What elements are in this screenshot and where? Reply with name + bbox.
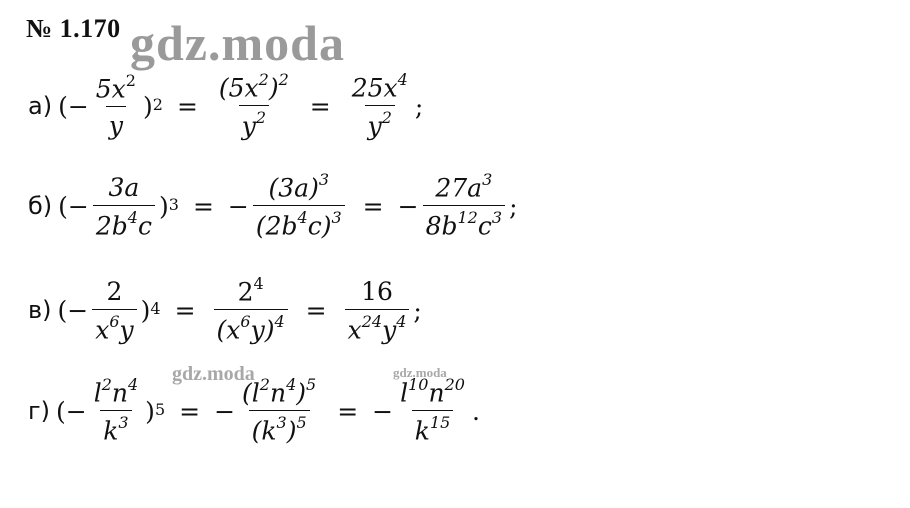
exponent: 2 <box>381 108 392 128</box>
mid-denominator: (x <box>216 315 241 345</box>
exponent: 2 <box>125 70 136 90</box>
exponent: 4 <box>253 274 264 293</box>
result-denominator: x <box>347 314 362 344</box>
watermark-tiny: gdz.moda <box>393 365 447 380</box>
lhs-numerator: 3a <box>108 172 140 202</box>
minus-sign: − <box>214 396 236 426</box>
exponent: 3 <box>491 208 503 228</box>
mid-numerator: (3a) <box>268 173 319 203</box>
mid-numerator: (5x <box>218 73 259 103</box>
row-end: ; <box>413 295 422 325</box>
variable: y <box>382 314 397 344</box>
exponent: 2 <box>259 375 270 394</box>
open-paren-minus: (− <box>58 91 89 121</box>
close-paren: ) <box>142 91 153 121</box>
paren: ) <box>296 378 307 408</box>
minus-sign: − <box>397 191 419 221</box>
result-numerator: 25x <box>351 73 398 103</box>
row-label: в) <box>28 296 52 325</box>
equation-row-a <box>28 72 423 141</box>
outer-exponent: 3 <box>168 194 179 214</box>
exponent: 2 <box>101 375 112 394</box>
exponent: 2 <box>258 70 269 89</box>
mid-fraction <box>239 377 319 446</box>
lhs-denominator: k <box>103 416 119 446</box>
lhs-denominator: y <box>106 106 126 140</box>
exponent: 6 <box>109 311 120 331</box>
mid-denominator: y <box>241 111 256 141</box>
result-denominator: k <box>414 416 430 446</box>
equation-row-b <box>28 172 518 241</box>
row-label: б) <box>28 192 53 221</box>
exponent: 3 <box>331 208 342 228</box>
equals-sign: = <box>192 191 214 221</box>
exponent: 4 <box>286 375 297 394</box>
result-numerator: 16 <box>361 276 393 306</box>
lhs-numerator: 2 <box>106 276 123 306</box>
exponent: 3 <box>318 170 330 189</box>
problem-number: № 1.170 <box>26 14 121 43</box>
close-paren: ) <box>145 396 155 426</box>
minus-sign: − <box>227 191 249 221</box>
result-numerator: 27a <box>435 173 483 203</box>
mid-fraction <box>253 172 345 241</box>
exponent: 4 <box>396 311 407 331</box>
row-label: а) <box>28 92 53 121</box>
variable: c <box>137 210 152 240</box>
exponent: 12 <box>457 208 478 228</box>
exponent: 3 <box>276 413 287 433</box>
equals-sign: = <box>179 396 201 426</box>
equals-sign: = <box>309 91 331 121</box>
variable: c) <box>307 211 332 241</box>
mid-fraction <box>214 276 288 345</box>
exponent: 24 <box>361 311 383 331</box>
exponent: 3 <box>118 413 129 433</box>
watermark-logo: gdz.moda <box>130 15 345 71</box>
variable: y <box>119 314 134 344</box>
mid-numerator: (l <box>242 378 260 408</box>
result-fraction <box>349 72 411 141</box>
exponent: 20 <box>444 375 465 394</box>
open-paren-minus: (− <box>58 191 89 221</box>
lhs-fraction <box>91 377 141 446</box>
exponent: 2 <box>278 70 289 89</box>
lhs-denominator: 2b <box>95 210 128 240</box>
close-paren: ) <box>159 191 169 221</box>
exponent: 4 <box>297 208 308 228</box>
result-fraction <box>345 277 410 344</box>
watermark-small: gdz.moda <box>172 363 255 385</box>
variable: n <box>428 378 445 408</box>
equals-sign: = <box>337 396 359 426</box>
row-end: ; <box>414 91 424 121</box>
equals-sign: = <box>362 191 384 221</box>
variable: y) <box>250 315 275 345</box>
equals-sign: = <box>176 91 198 121</box>
variable: n <box>111 378 128 408</box>
minus-sign: − <box>372 396 394 426</box>
paren: ) <box>286 416 297 446</box>
mid-denominator: (k <box>251 416 277 446</box>
exponent: 6 <box>240 312 251 332</box>
equation-row-g <box>28 377 480 446</box>
exponent: 10 <box>408 375 429 394</box>
outer-exponent: 5 <box>154 399 166 419</box>
result-denominator: 8b <box>425 211 458 241</box>
lhs-fraction <box>92 277 136 344</box>
result-numerator: l <box>400 378 409 408</box>
open-paren-minus: (− <box>55 396 87 426</box>
lhs-fraction <box>93 70 139 140</box>
equals-sign: = <box>305 295 327 325</box>
exponent: 4 <box>397 70 408 89</box>
lhs-numerator: 5x <box>95 73 126 103</box>
outer-exponent: 4 <box>150 298 161 318</box>
open-paren-minus: (− <box>57 295 89 325</box>
exponent: 2 <box>255 108 266 128</box>
equals-sign: = <box>174 295 196 325</box>
lhs-fraction <box>93 173 155 240</box>
mid-denominator: (2b <box>255 211 298 241</box>
row-end: . <box>471 396 480 426</box>
paren: ) <box>268 73 279 103</box>
result-fraction <box>423 172 505 241</box>
outer-exponent: 2 <box>152 94 163 114</box>
variable: n <box>269 378 287 408</box>
mid-fraction <box>216 72 292 141</box>
result-denominator: y <box>367 111 382 141</box>
exponent: 5 <box>296 413 307 433</box>
close-paren: ) <box>140 295 151 325</box>
exponent: 15 <box>429 413 451 433</box>
result-fraction <box>397 377 468 446</box>
lhs-denominator: x <box>95 314 110 344</box>
row-label: г) <box>28 397 50 426</box>
equation-row-v <box>28 276 422 345</box>
row-end: ; <box>509 191 518 221</box>
mid-numerator: 2 <box>237 277 254 307</box>
exponent: 4 <box>274 312 285 332</box>
exponent: 4 <box>127 375 139 394</box>
variable: c <box>477 211 492 241</box>
lhs-numerator: l <box>93 378 102 408</box>
exponent: 4 <box>127 207 138 227</box>
exponent: 5 <box>306 375 317 394</box>
exponent: 3 <box>482 170 493 189</box>
